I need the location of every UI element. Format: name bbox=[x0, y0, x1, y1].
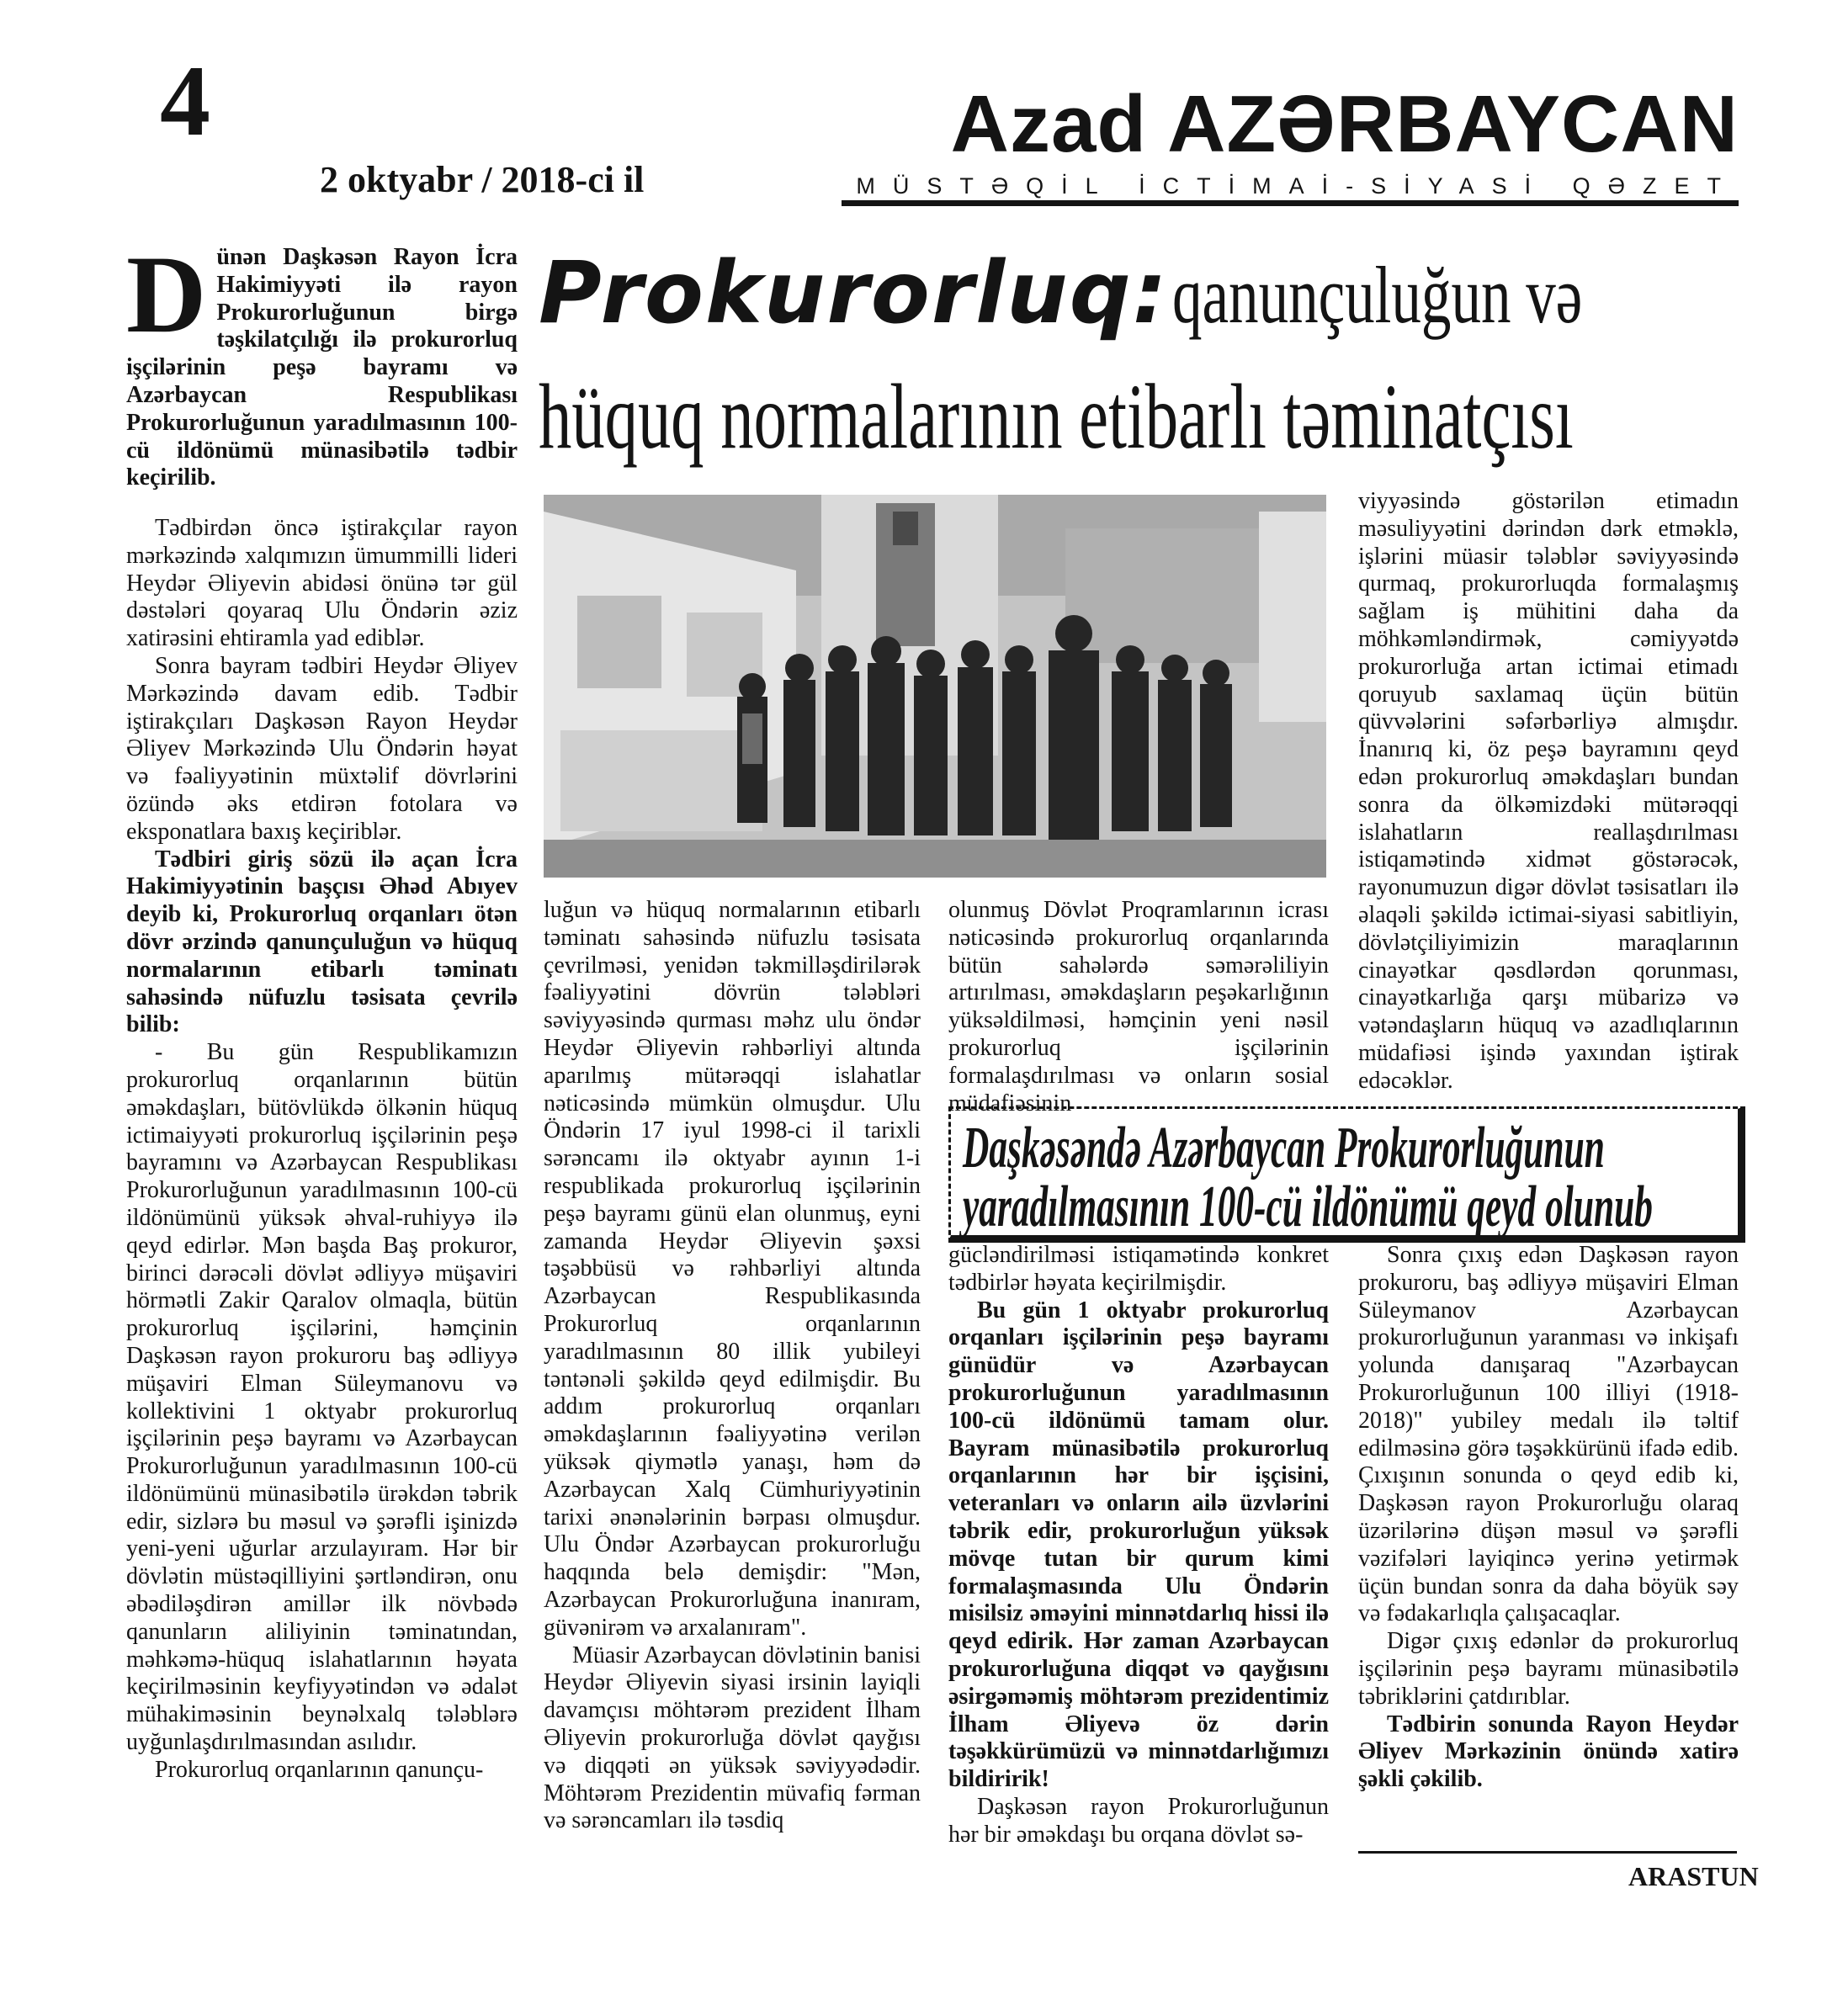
issue-date: 2 oktyabr / 2018-ci il bbox=[320, 159, 645, 200]
paragraph: Prokurorluq orqanlarının qanunçu- bbox=[155, 1756, 484, 1783]
paragraph: Müasir Azərbaycan dövlətinin banisi Heydər Əliyevin siyasi irsinin layiqli davamçısı möhtərəm prezident İlham Əliyevin prokurorluğa dövlət qayğısı və diqqəti ən yüksək səviyyədədir. Möhtərəm Prezidentin müvafiq fərman və sərəncamları ilə təsdiq bbox=[544, 1642, 921, 1834]
paragraph: viyyəsində göstərilən etimadın məsuliyyətini dərindən dərk etməklə, işlərini müasir tələblər səviyyəsində qurmaq, prokurorluqda formalaşmış sağlam iş mühitini daha da möhkəmləndirmək, cəmiyyətdə prokurorluğa artan ictimai etimadı qoruyub saxlamaq üçün bütün qüvvələrini səfərbərliyə almışdır. İnanırıq ki, öz peşə bayramını qeyd edən prokurorluq əməkdaşları bundan sonra da ölkəmizdəki mütərəqqi islahatların reallaşdırılması istiqamətində xidmət göstərəcək, rayonumuzun digər dövlət təsisatları ilə əlaqəli şəkildə ictimai-siyasi sabitliyin, dövlətçiliyimizin maraqlarının cinayətkar qəsdlərdən qorunması, cinayətkarlığa qarşı mübarizə və vətəndaşların hüquq və azadlıqlarının müdafiəsi işində yaxından iştirak edəcəklər. bbox=[1358, 488, 1739, 1094]
subheadline-line-2: yaradılmasının 100-cü ildönümü qeyd olunub bbox=[963, 1175, 1653, 1239]
signature-rule bbox=[1358, 1851, 1737, 1854]
article-column-1 bbox=[126, 515, 518, 1785]
paragraph: gücləndirilməsi istiqamətində konkret tədbirlər həyata keçirilmişdir. bbox=[948, 1242, 1329, 1296]
article-column-4-bottom bbox=[1358, 1242, 1739, 1794]
paragraph: Tədbirdən öncə iştirakçılar rayon mərkəzində xalqımızın ümummilli lideri Heydər Əliyevin abidəsi önünə tər gül dəstələri qoyaraq Ulu Öndərin əziz xatirəsini ehtiramla yad ediblər. bbox=[126, 515, 518, 652]
lead-paragraph: ünən Daşkəsən Rayon İcra Hakimiyyəti ilə rayon Prokurorluğunun birgə təşkilatçılığı ilə prokurorluq işçilərinin peşə bayramı və Azərbaycan Respublikası Prokurorluğunun yaradılmasının 100-cü ildönümü münasibətilə tədbir keçirilib. bbox=[126, 244, 518, 491]
paragraph: Bu gün 1 oktyabr prokurorluq orqanları işçilərinin peşə bayramı günüdür və Azərbaycan prokurorluğunun yaradılmasının 100-cü ildönümü tamam olur. Bayram münasibətilə prokurorluq orqanlarının hər bir işçisini, veteranları və onların ailə üzvlərini təbrik edir, prokurorluğun yüksək mövqe tutan bir qurum kimi formalaşmasında Ulu Öndərin misilsiz əməyini minnətdarlıq hissi ilə qeyd edirik. Hər zaman Azərbaycan prokurorluğuna diqqət və qayğısını əsirgəməmiş möhtərəm prezidentimiz İlham Əliyevə öz dərin təşəkkürümüzü və minnətdarlığımızı bildiririk! bbox=[948, 1297, 1329, 1793]
paragraph: Sonra çıxış edən Daşkəsən rayon prokuroru, baş ədliyyə müşaviri Elman Süleymanov Azərbaycan prokurorluğunun yaranması və inkişafı yolunda danışaraq "Azərbaycan Prokurorluğunun 100 illiyi (1918-2018)" yubiley medalı ilə təltif edilməsinə görə təşəkkürünü ifadə edib. Çıxışının sonunda o qeyd edib ki, Daşkəsən rayon Prokurorluğu olaraq üzərilərinə düşən məsul və şərəfli vəzifələri layiqincə yerinə yetirmək üçün bundan sonra da daha böyük səy və fədakarlıqla çalışacaqlar. bbox=[1358, 1242, 1739, 1627]
newspaper-tagline: MÜSTƏQİL İCTİMAİ-SİYASİ QƏZET bbox=[856, 173, 1739, 199]
paragraph: Tədbiri giriş sözü ilə açan İcra Hakimiyyətinin başçısı Əhəd Abıyev deyib ki, Prokurorluq orqanları ötən dövr ərzində qanunçuluğun və hüquq normalarının etibarlı təminatı sahəsində nüfuzlu təsisata çevrilə bilib: bbox=[126, 846, 518, 1038]
headline-lead: Prokurorluq: bbox=[539, 243, 1169, 343]
paragraph: Sonra bayram tədbiri Heydər Əliyev Mərkəzində davam edib. Tədbir iştirakçıları Daşkəsən Rayon Heydər Əliyev Mərkəzində Ulu Öndərin həyat və fəaliyyətinin müxtəlif dövrlərini özündə əks etdirən fotolara və eksponatlara baxış keçiriblər. bbox=[126, 652, 518, 845]
author-signature: ARASTUN bbox=[1628, 1861, 1759, 1891]
headline-line-2: hüquq normalarının etibarlı təminatçısı bbox=[539, 365, 1574, 468]
paragraph: olunmuş Dövlət Proqramlarının icrası nəticəsində prokurorluq orqanlarında bütün sahələrdə səmərəliliyin artırılması, əməkdaşların peşəkarlığının yüksəldilməsi, həmçinin yeni nəsil prokurorluq işçilərinin formalaşdırılması və onların sosial müdafiəsinin bbox=[948, 897, 1329, 1116]
subheadline-line-1: Daşkəsəndə Azərbaycan Prokurorluğunun bbox=[963, 1116, 1605, 1180]
quote-paragraph: - Bu gün Respublikamızın prokurorluq orqanlarının bütün əməkdaşları, bütövlükdə ölkənin hüquq ictimaiyyəti prokurorluq işçilərinin peşə bayramını və Azərbaycan Respublikası Prokurorluğunun yaradılmasının 100-cü ildönümünü yüksək əhval-ruhiyyə ilə qeyd edirlər. Mən başda Baş prokuror, birinci dərəcəli dövlət ədliyyə müşaviri hörmətli Zakir Qaralov olmaqla, bütün prokurorluq işçilərini, həmçinin Daşkəsən rayon prokuroru baş ədliyyə müşaviri Elman Süleymanovu və kollektivini 1 oktyabr prokurorluq işçilərinin peşə bayramı və Azərbaycan Prokurorluğunun yaradılmasının 100-cü ildönümünü münasibətilə ürəkdən təbrik edir, sizlərə bu məsul və şərəfli işinizdə yeni-yeni uğurlar arzulayıram. Hər bir dövlətin müstəqilliyini şərtləndirən, onu əbədiləşdirən amillər ilk növbədə qanunların aliliyinin təminatından, məhkəmə-hüquq islahatlarının həyata keçirilməsinin keyfiyyətindən və ədalət mühakiməsinin beynəlxalq tələblərə uyğunlaşdırılmasından asılıdır. bbox=[126, 1039, 518, 1756]
article-column-3 bbox=[948, 897, 1329, 1117]
article-headline bbox=[539, 244, 1742, 467]
headline-rest: qanunçuluğun və bbox=[1171, 250, 1582, 340]
paragraph: Digər çıxış edənlər də prokurorluq işçilərinin peşə bayramı münasibətilə təbriklərini çatdırıblar. bbox=[1358, 1628, 1739, 1710]
photo-illustration bbox=[544, 495, 1326, 878]
article-photo bbox=[544, 495, 1326, 878]
article-column-1-lead bbox=[126, 232, 518, 492]
paragraph: Tədbirin sonunda Rayon Heydər Əliyev Mərkəzinin önündə xatirə şəkli çəkilib. bbox=[1358, 1711, 1739, 1793]
article-column-4 bbox=[1358, 488, 1739, 1095]
drop-cap: D bbox=[126, 232, 207, 356]
article-column-3-bottom bbox=[948, 1242, 1329, 1849]
paragraph: luğun və hüquq normalarının etibarlı təminatı sahəsində nüfuzlu təsisata çevrilməsi, yenidən təkmilləşdirilərək fəaliyyətini dövrün tələbləri səviyyəsində qurması məhz ulu öndər Heydər Əliyevin rəhbərliyi altında aparılmış mütərəqqi islahatlar nəticəsində mümkün olmuşdur. Ulu Öndərin 17 iyul 1998-ci il tarixli sərəncamı ilə oktyabr ayının 1-i respublikada prokurorluq işçilərinin peşə bayramı günü elan olunmuş, eyni zamanda Heydər Əliyevin şəxsi təşəbbüsü və rəhbərliyi altında Azərbaycan Respublikasında Prokurorluq orqanlarının yaradılmasının 80 illik yubileyi təntənəli şəkildə qeyd edilmişdir. Bu addım prokurorluq orqanları əməkdaşlarının fəaliyyətinə verilən yüksək qiymətlə yanaşı, həm də Azərbaycan Xalq Cümhuriyyətinin tarixi ənənələrinin bərpası olmuşdur. Ulu Öndər Azərbaycan prokurorluğu haqqında belə demişdir: "Mən, Azərbaycan Prokurorluğuna inanıram, güvənirəm və arxalanıram". bbox=[544, 897, 921, 1641]
article-column-2 bbox=[544, 897, 921, 1835]
newspaper-name: Azad AZƏRBAYCAN bbox=[950, 79, 1739, 169]
masthead-rule bbox=[842, 200, 1739, 206]
page-number: 4 bbox=[160, 45, 210, 156]
subheadline-box bbox=[948, 1106, 1745, 1243]
paragraph: Daşkəsən rayon Prokurorluğunun hər bir əməkdaşı bu orqana dövlət sə- bbox=[948, 1793, 1329, 1848]
